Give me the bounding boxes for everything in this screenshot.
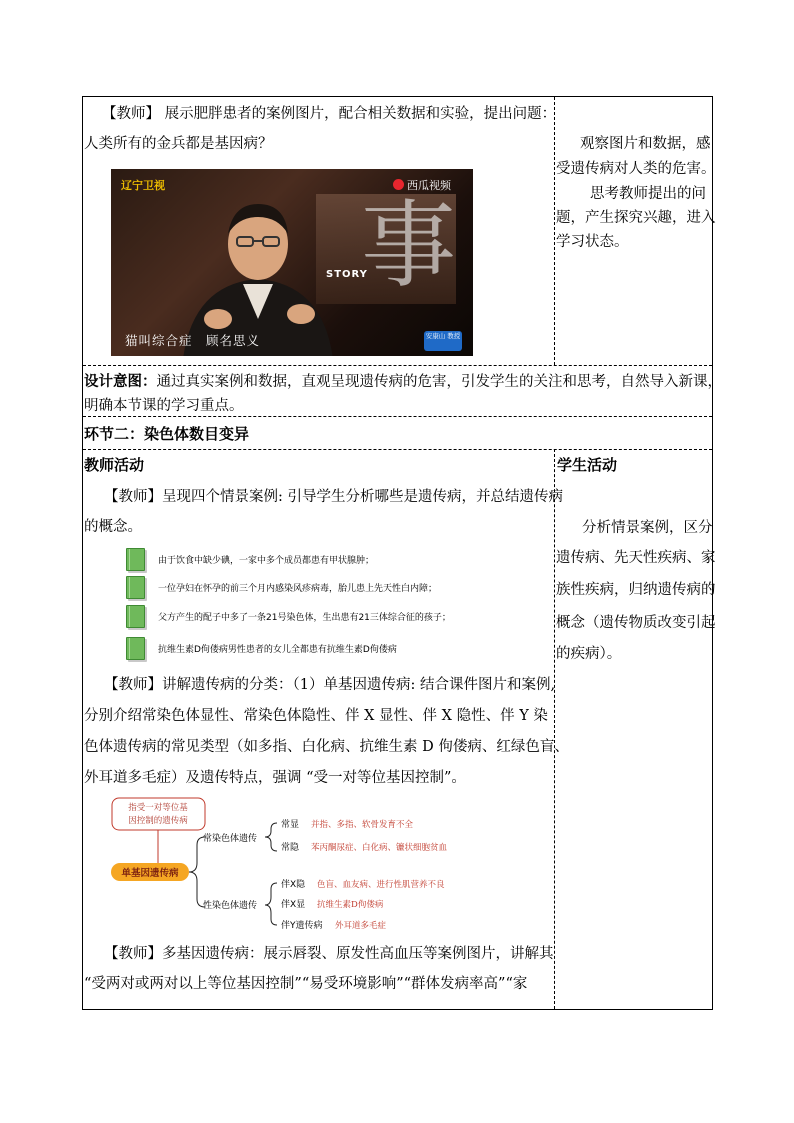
column-divider-bottom: [554, 449, 555, 1009]
student-activity-b-line-3: 族性疾病，归纳遗传病的: [556, 582, 716, 598]
story-label: STORY: [326, 269, 368, 280]
case-book-icon: [126, 576, 145, 599]
row-divider-2: [83, 416, 712, 417]
leaf-diseases-x-recessive: 色盲、血友病、进行性肌营养不良: [317, 880, 445, 890]
row-divider-3: [83, 449, 712, 450]
design-intent-line-2: 明确本节课的学习重点。: [84, 398, 244, 414]
student-activity-line-4: 题，产生探究兴趣，进入: [556, 210, 716, 226]
teacher-paragraph-c-line-2: “受两对或两对以上等位基因控制”“易受环境影响”“群体发病率高”“家: [84, 976, 528, 992]
case-video-screenshot: [111, 169, 473, 356]
table-left-border: [82, 96, 83, 1010]
autosomal-brace: [265, 823, 277, 851]
platform-name: 西瓜视频: [407, 179, 451, 192]
leaf-diseases-y-linked: 外耳道多毛症: [335, 921, 387, 931]
table-bottom-border: [82, 1009, 713, 1010]
leaf-diseases-x-dominant: 抗维生素D佝偻病: [317, 900, 384, 910]
backdrop-character: 事: [361, 191, 457, 301]
leaf-type-autosomal-dominant: 常显: [281, 820, 300, 830]
play-icon: [393, 179, 404, 190]
design-intent-text: 通过真实案例和数据，直观呈现遗传病的危害，引发学生的关注和思考，自然导入新课，: [156, 374, 722, 390]
student-activity-line-1: 观察图片和数据，感: [580, 136, 711, 152]
teacher-paragraph-b-line-1: 【教师】讲解遗传病的分类：（1）单基因遗传病: 结合课件图片和案例,: [104, 677, 556, 693]
teacher-paragraph-b-line-4: 外耳道多毛症）及遗传特点，强调 “受一对等位基因控制”。: [84, 770, 466, 786]
speaker-badge: 安康山 教授: [424, 331, 462, 351]
design-intent-line-1: [84, 372, 722, 392]
teacher-paragraph-b-line-3: 色体遗传病的常见类型（如多指、白化病、抗维生素 D 佝偻病、红绿色盲、: [84, 739, 569, 755]
case-item-2: 一位孕妇在怀孕的前三个月内感染风疹病毒，胎儿患上先天性白内障；: [158, 584, 438, 594]
student-activity-b-line-1: 分析情景案例，区分: [582, 520, 713, 536]
case-book-icon: [126, 548, 145, 571]
leaf-type-y-linked: 伴Y遗传病: [281, 921, 323, 931]
root-label: 单基因遗传病: [121, 868, 179, 879]
leaf-type-autosomal-recessive: 常隐: [281, 843, 300, 853]
case-item-4: 抗维生素D佝偻病男性患者的女儿全都患有抗维生素D佝偻病: [158, 645, 397, 655]
design-intent-label: 设计意图：: [84, 373, 157, 390]
case-item-3: 父方产生的配子中多了一条21号染色体，生出患有21三体综合征的孩子；: [158, 613, 451, 623]
tv-logo: 辽宁卫视: [121, 179, 165, 192]
student-activity-b-line-4: 概念（遗传物质改变引起: [556, 615, 716, 631]
single-gene-disease-diagram: [105, 795, 525, 935]
branch-autosomal: 常染色体遗传: [203, 834, 258, 844]
case-book-icon: [126, 637, 145, 660]
row-divider-1: [83, 365, 712, 366]
student-activity-line-2: 受遗传病对人类的危害。: [556, 161, 716, 177]
leaf-diseases-autosomal-dominant: 并指、多指、软骨发育不全: [311, 820, 414, 830]
teacher-paragraph-c-line-1: 【教师】多基因遗传病：展示唇裂、原发性高血压等案例图片，讲解其: [104, 946, 554, 962]
teacher-paragraph-1: 【教师】 展示肥胖患者的案例图片，配合相关数据和实验，提出问题：: [102, 106, 557, 122]
case-book-icon: [126, 605, 145, 628]
leaf-type-x-dominant: 伴X显: [281, 900, 306, 910]
section-title: 环节二：染色体数目变异: [84, 425, 250, 443]
student-activity-header: 学生活动: [557, 456, 618, 474]
student-activity-line-5: 学习状态。: [556, 234, 629, 250]
definition-note-line-1: 指受一对等位基: [128, 803, 188, 813]
table-top-border: [82, 96, 713, 97]
student-activity-b-line-2: 遗传病、先天性疾病、家: [556, 550, 716, 566]
teacher-paragraph-a-line-2: 的概念。: [84, 519, 142, 535]
teacher-activity-header: 教师活动: [84, 456, 145, 474]
sex-chromosome-brace: [265, 883, 277, 925]
branch-sex-chromosome: 性染色体遗传: [203, 901, 258, 911]
column-divider-top: [554, 97, 555, 365]
leaf-diseases-autosomal-recessive: 苯丙酮尿症、白化病、镰状细胞贫血: [311, 843, 448, 853]
definition-note-line-2: 因控制的遗传病: [128, 816, 188, 826]
teacher-paragraph-b-line-2: 分别介绍常染色体显性、常染色体隐性、伴 X 显性、伴 X 隐性、伴 Y 染: [84, 708, 548, 724]
case-item-1: 由于饮食中缺少碘，一家中多个成员都患有甲状腺肿；: [158, 556, 375, 566]
video-caption: 猫叫综合症 顾名思义: [125, 333, 261, 348]
teacher-paragraph-a-line-1: 【教师】呈现四个情景案例: 引导学生分析哪些是遗传病，并总结遗传病: [104, 489, 563, 505]
main-brace: [189, 837, 205, 907]
teacher-paragraph-1-cont: 人类所有的金兵都是基因病？: [84, 136, 273, 152]
student-activity-line-3: 思考教师提出的问: [590, 186, 706, 202]
student-activity-b-line-5: 的疾病）。: [556, 646, 622, 662]
leaf-type-x-recessive: 伴X隐: [281, 880, 306, 890]
